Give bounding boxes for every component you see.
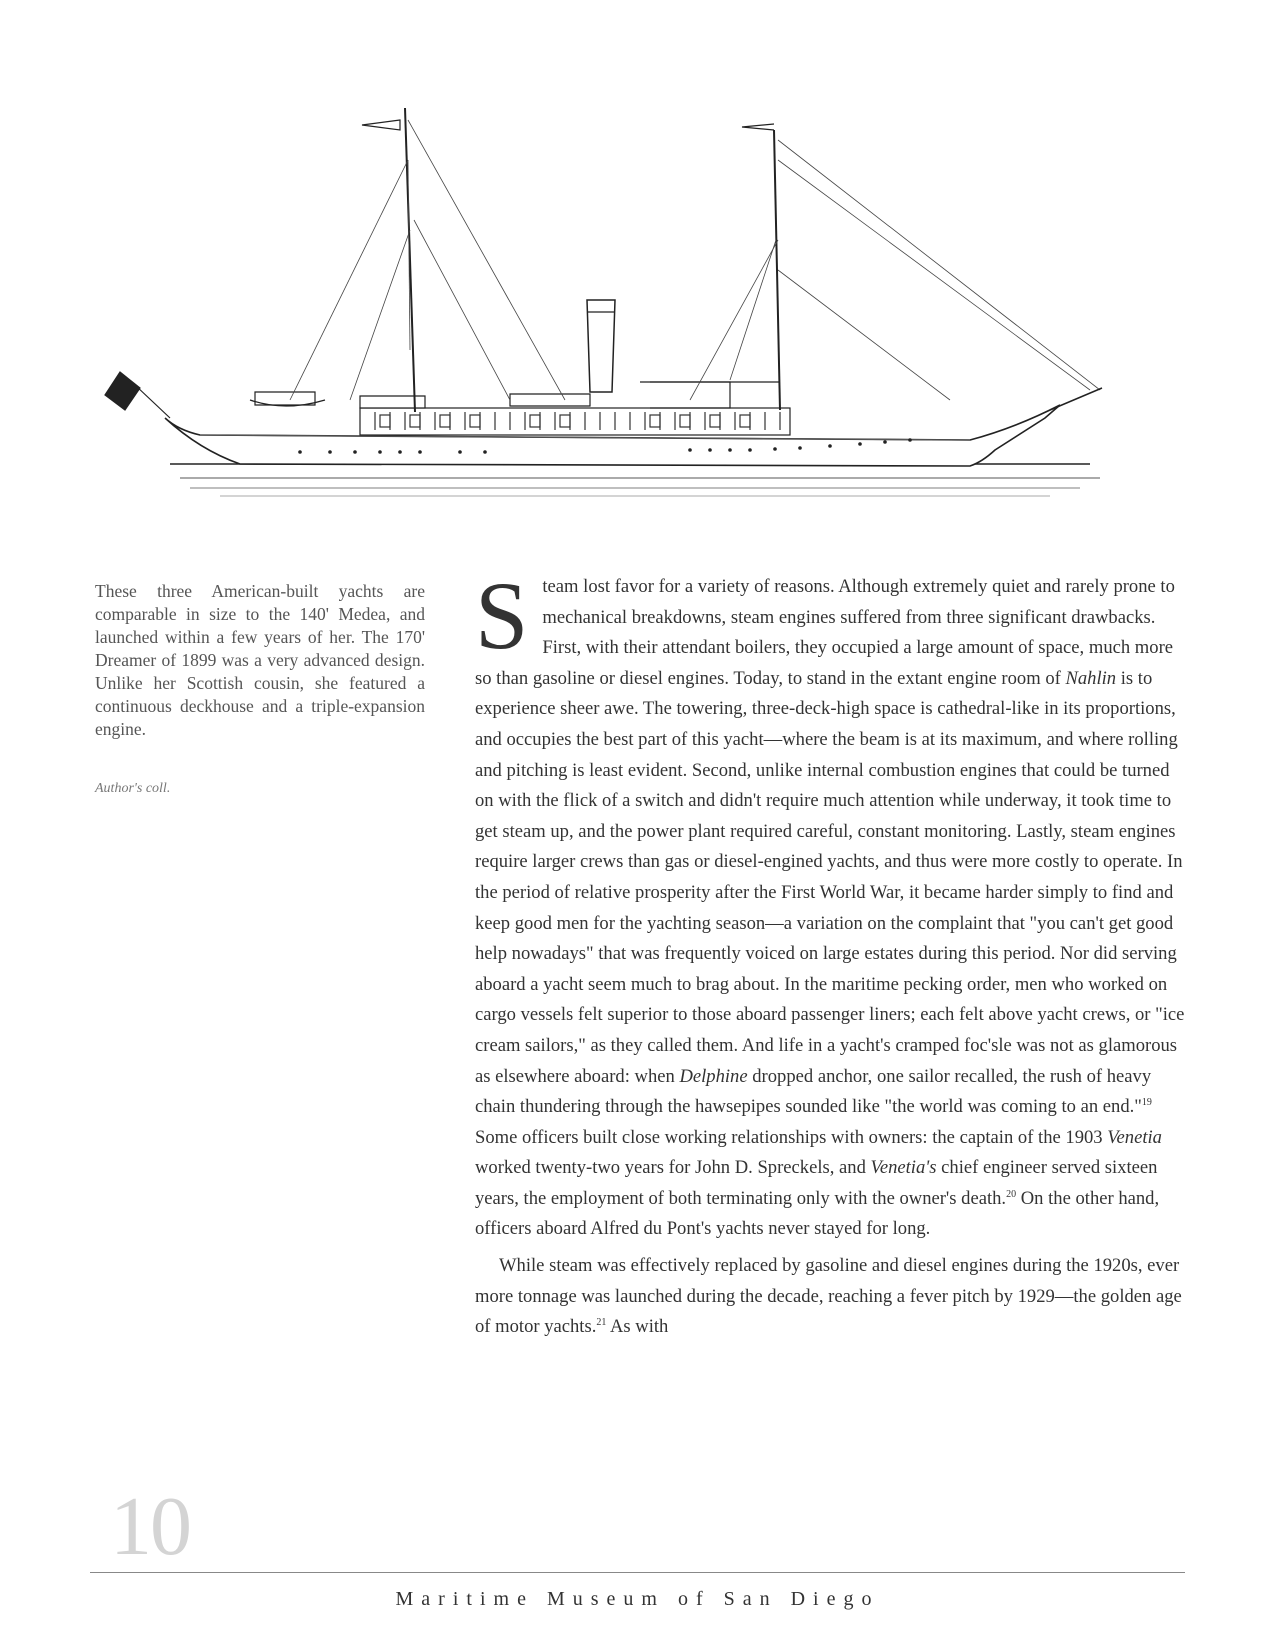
yacht-drawing <box>90 100 1190 530</box>
page-number: 10 <box>110 1480 190 1573</box>
ship-name: Delphine <box>679 1065 748 1087</box>
yacht-illustration <box>90 100 1190 530</box>
figure-caption <box>95 580 425 741</box>
running-footer: Maritime Museum of San Diego <box>395 1588 880 1610</box>
footnote-ref: 19 <box>1141 1096 1152 1108</box>
caption-text: These three American-built yachts are comparable in size to the 140' Medea, and launched within a few years of her. The 170' Dreamer of 1899 was a very advanced design. Unlike her Scottish cousin, she featured a continuous deckhouse and a triple-expansion engine. <box>95 581 425 739</box>
ship-name: Venetia <box>1107 1126 1162 1148</box>
footnote-ref: 21 <box>596 1317 607 1329</box>
paragraph-2: While steam was effectively replaced by gasoline and diesel engines during the 1920s, ever more tonnage was launched during the decade, reaching a fever pitch by 1929—the golden age of motor yachts.$^{21}$ As with <box>475 1255 1182 1338</box>
ship-name: Venetia's <box>870 1157 937 1179</box>
footer-rule <box>90 1572 1185 1573</box>
article-body <box>475 562 1185 1349</box>
caption-credit: Author's coll. <box>95 781 171 796</box>
drop-cap: S <box>475 562 529 669</box>
ship-name: Nahlin <box>1065 667 1117 689</box>
paragraph-1: Steam lost favor for a variety of reasons. Although extremely quiet and rarely prone to mechanical breakdowns, steam engines suffered from three significant drawbacks. First, with their attendant boilers, they occupied a large amount of space, much more so than gasoline or diesel engines. Today, to stand in the extant engine room of Nahlin is to experience sheer awe. The towering, three-deck-high space is cathedral-like in its proportions, and occupies the best part of this yacht—where the beam is at its maximum, and where rolling and pitching is least evident. Second, unlike internal combustion engines that could be turned on with the flick of a switch and didn't require much attention while underway, it took time to get steam up, and the power plant required careful, constant monitoring. Lastly, steam engines require larger crews than gas or diesel-engined yachts, and thus were more costly to operate. In the period of relative prosperity after the First World War, it became harder simply to find and keep good men for the yachting season—a variation on the complaint that "you can't get good help nowadays" that was frequently voiced on large estates during this period. Nor did serving aboard a yacht seem much to brag about. In the maritime pecking order, men who worked on cargo vessels felt superior to those aboard passenger liners; each felt above yacht crews, or "ice cream sailors," as they called them. And life in a yacht's cramped foc'sle was not as glamorous as elsewhere aboard: when Delphine dropped anchor, one sailor recalled, the rush of heavy chain thundering through the hawsepipes sounded like "the world was coming to an end."$^{19}$ Some officers built close working relationships with owners: the captain of the 1903 Venetia worked twenty-two years for John D. Spreckels, and Venetia's chief engineer served sixteen years, the employment of both terminating only with the owner's death.$^{20}$ On the other hand, officers aboard Alfred du Pont's yachts never stayed for long. <box>475 562 1185 1240</box>
footnote-ref: 20 <box>1006 1188 1017 1200</box>
